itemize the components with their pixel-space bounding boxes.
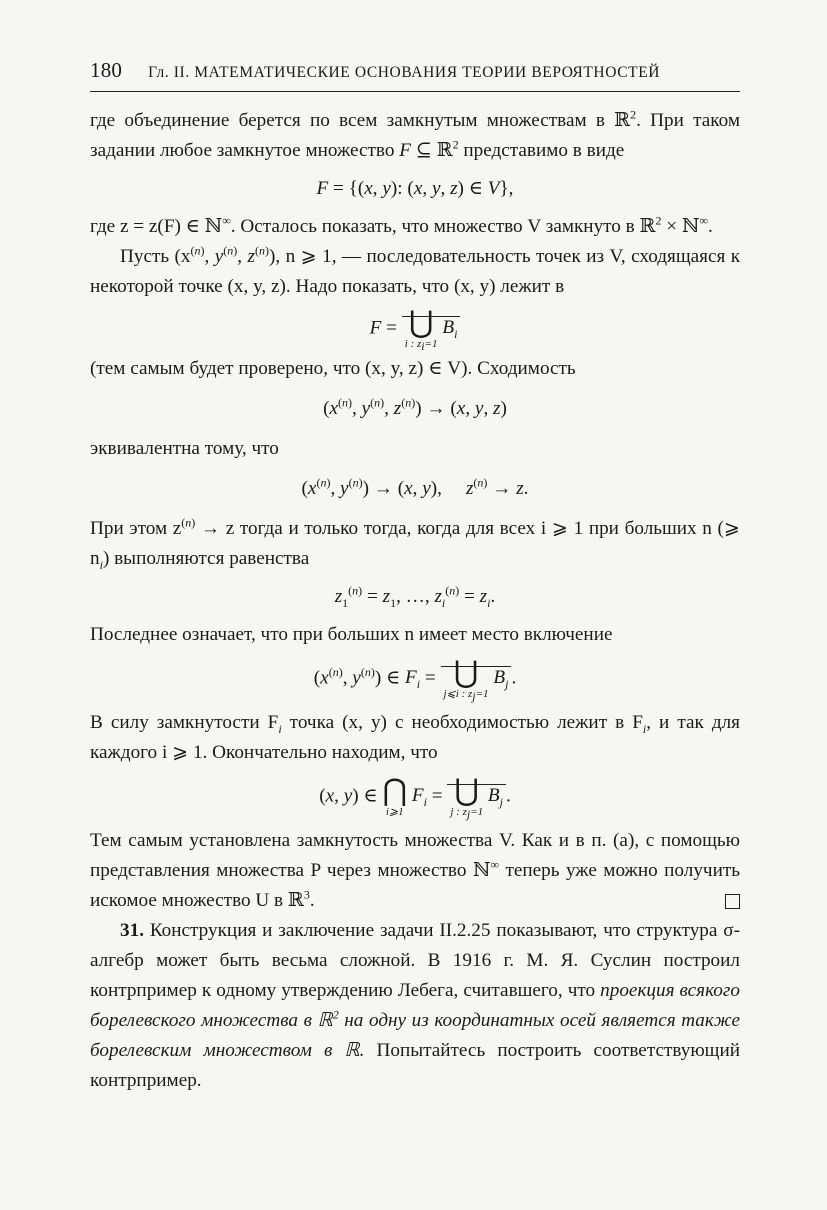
running-header bbox=[90, 58, 740, 92]
paragraph-6: При этом $z^{(n)} \to z$ тогда и только тогда, когда для всех i ⩾ 1 при больших n (⩾ $n_i$) выполняются равенства bbox=[90, 515, 740, 572]
page-number: 180 bbox=[90, 58, 123, 82]
paragraph-1: где объединение берется по всем замкнутым множествам в ℝ$^2$. При таком задании любое замкнутое множество F ⊆ ℝ$^2$ представимо в виде bbox=[90, 107, 740, 161]
paragraph-8: В силу замкнутости $F_i$ точка (x, y) с необходимостью лежит в $F_i$, и так для каждого i ⩾ 1. Окончательно находим, что bbox=[90, 712, 741, 763]
running-title: Гл. II. МАТЕМАТИЧЕСКИЕ ОСНОВАНИЯ ТЕОРИИ ВЕРОЯТНОСТЕЙ bbox=[148, 64, 661, 81]
paragraph-2: где z = z(F) ∈ ℕ∞. Осталось показать, что множество V замкнуто в ℝ$^2$ × ℕ∞. bbox=[90, 213, 713, 237]
paragraph-9: Тем самым установлена замкнутость множества V. Как и в п. (а), с помощью представления множества P через множество ℕ∞ теперь уже можно получить искомое множество U в ℝ$^3$. bbox=[90, 830, 740, 911]
formula-union-1: F = ⋃ i : $z_i=1$ $B_i$ bbox=[90, 308, 740, 350]
qed-square-icon bbox=[725, 894, 740, 909]
book-page bbox=[90, 58, 740, 1096]
paragraph-3: Пусть ($x^{(n)}$, $y^{(n)}$, $z^{(n)}$), n ⩾ 1, — последовательность точек из V, сходящаяся к некоторой точке (x, y, z). Надо показать, что (x, y) лежит в bbox=[90, 243, 741, 297]
formula-intersection: (x, y) ∈ ⋂ i⩾1 $F_i$ = ⋃ j : $z_j=1$ $B_j$ . bbox=[319, 774, 511, 822]
formula-F: F = {(x, y): (x, y, z) ∈ V}, bbox=[316, 178, 514, 199]
paragraph-5: эквивалентна тому, что bbox=[90, 438, 279, 459]
formula-inclusion: ($x^{(n)}$, $y^{(n)}$) ∈ $F_i$ = ⋃ j⩽i : $z_j=1$ $B_j$ . bbox=[313, 656, 517, 704]
formula-equivalent: ($x^{(n)}$, $y^{(n)}) \to (x$, y), $z^{(n)} \to z$. bbox=[301, 475, 529, 499]
formula-convergence: ($x^{(n)}$, $y^{(n)}$, $z^{(n)}) \to (x$, y, z) bbox=[323, 395, 507, 419]
paragraph-10: 31. Конструкция и заключение задачи II.2.25 показывают, что структура σ-алгебр может быть весьма сложной. В 1916 г. М. Я. Суслин построил контрпример к одному утверждению Лебега, считавшего, что проекция всякого борелевского множества в ℝ$^2$ на одну из координатных осей является также борелевским множеством в ℝ. Попытайтесь построить соответствующий контрпример. bbox=[90, 920, 740, 1091]
paragraph-4: (тем самым будет проверено, что (x, y, z) ∈ V). Сходимость bbox=[90, 358, 576, 379]
paragraph-7: Последнее означает, что при больших n имеет место включение bbox=[90, 624, 613, 645]
formula-equalities: $z_1^{(n)} = z_1$, …, $z_i^{(n)} = z_i$. bbox=[334, 583, 496, 610]
